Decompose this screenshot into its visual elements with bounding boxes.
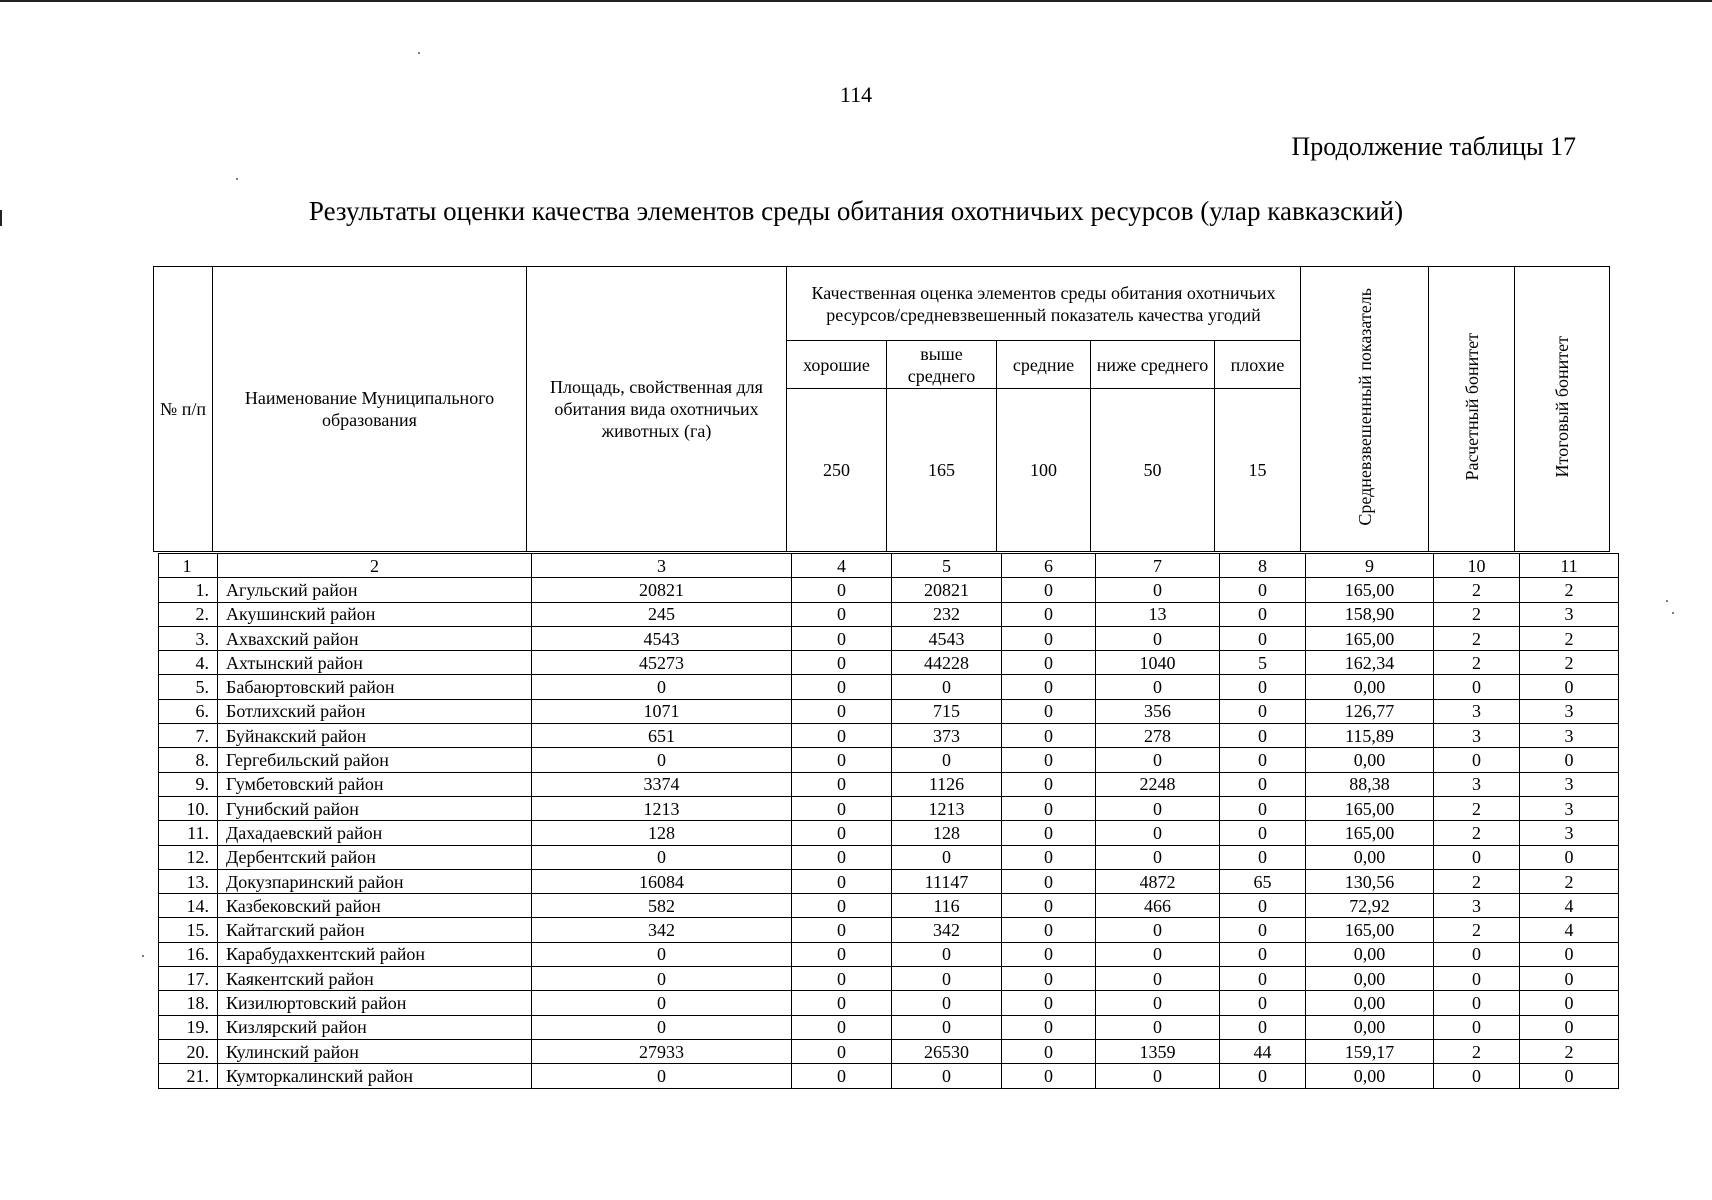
row-average: 0 [1002, 626, 1096, 650]
column-numbers-row [159, 554, 1619, 578]
row-good: 0 [792, 602, 892, 626]
row-average: 0 [1002, 1039, 1096, 1063]
row-area: 20821 [532, 578, 792, 602]
row-area: 0 [532, 967, 792, 991]
table-row [159, 942, 1619, 966]
row-number: 11. [159, 821, 218, 845]
column-number: 9 [1306, 554, 1434, 578]
row-average: 0 [1002, 821, 1096, 845]
header-category: плохие [1215, 341, 1301, 389]
row-weighted: 165,00 [1306, 918, 1434, 942]
column-number: 8 [1220, 554, 1306, 578]
row-name: Акушинский район [218, 602, 532, 626]
row-name: Дахадаевский район [218, 821, 532, 845]
row-weighted: 115,89 [1306, 724, 1434, 748]
row-number: 18. [159, 991, 218, 1015]
row-below-avg: 466 [1096, 894, 1220, 918]
row-area: 16084 [532, 869, 792, 893]
row-good: 0 [792, 918, 892, 942]
row-calc-bonitet: 2 [1434, 651, 1520, 675]
scan-speck [1666, 600, 1668, 602]
column-number: 2 [218, 554, 532, 578]
row-calc-bonitet: 2 [1434, 869, 1520, 893]
table-row [159, 991, 1619, 1015]
row-below-avg: 0 [1096, 991, 1220, 1015]
row-average: 0 [1002, 724, 1096, 748]
row-number: 7. [159, 724, 218, 748]
row-below-avg: 0 [1096, 1015, 1220, 1039]
row-poor: 0 [1220, 675, 1306, 699]
row-weighted: 159,17 [1306, 1039, 1434, 1063]
row-calc-bonitet: 0 [1434, 845, 1520, 869]
row-below-avg: 0 [1096, 942, 1220, 966]
row-above-avg: 26530 [892, 1039, 1002, 1063]
row-final-bonitet: 0 [1520, 991, 1619, 1015]
row-below-avg: 0 [1096, 675, 1220, 699]
row-below-avg: 0 [1096, 626, 1220, 650]
row-good: 0 [792, 967, 892, 991]
row-weighted: 130,56 [1306, 869, 1434, 893]
scan-speck [418, 52, 420, 54]
row-calc-bonitet: 3 [1434, 724, 1520, 748]
row-area: 0 [532, 675, 792, 699]
row-average: 0 [1002, 578, 1096, 602]
column-number: 1 [159, 554, 218, 578]
row-name: Бабаюртовский район [218, 675, 532, 699]
row-area: 0 [532, 845, 792, 869]
row-average: 0 [1002, 748, 1096, 772]
row-area: 651 [532, 724, 792, 748]
row-number: 14. [159, 894, 218, 918]
row-good: 0 [792, 991, 892, 1015]
row-final-bonitet: 0 [1520, 1064, 1619, 1088]
row-average: 0 [1002, 869, 1096, 893]
row-good: 0 [792, 1064, 892, 1088]
row-below-avg: 4872 [1096, 869, 1220, 893]
row-poor: 44 [1220, 1039, 1306, 1063]
row-number: 1. [159, 578, 218, 602]
row-average: 0 [1002, 675, 1096, 699]
row-average: 0 [1002, 651, 1096, 675]
table-row [159, 1015, 1619, 1039]
row-area: 0 [532, 748, 792, 772]
row-above-avg: 4543 [892, 626, 1002, 650]
row-good: 0 [792, 699, 892, 723]
row-good: 0 [792, 821, 892, 845]
row-final-bonitet: 4 [1520, 918, 1619, 942]
row-above-avg: 0 [892, 1064, 1002, 1088]
row-above-avg: 11147 [892, 869, 1002, 893]
row-final-bonitet: 3 [1520, 724, 1619, 748]
row-name: Кумторкалинский район [218, 1064, 532, 1088]
row-average: 0 [1002, 772, 1096, 796]
row-final-bonitet: 2 [1520, 651, 1619, 675]
table-row [159, 651, 1619, 675]
row-calc-bonitet: 2 [1434, 626, 1520, 650]
table-row [159, 772, 1619, 796]
scan-speck [142, 955, 144, 957]
table-row [159, 918, 1619, 942]
row-weighted: 88,38 [1306, 772, 1434, 796]
row-average: 0 [1002, 1015, 1096, 1039]
row-area: 342 [532, 918, 792, 942]
row-area: 582 [532, 894, 792, 918]
row-below-avg: 0 [1096, 578, 1220, 602]
column-number: 5 [892, 554, 1002, 578]
document-title: Результаты оценки качества элементов среды обитания охотничьих ресурсов (улар кавказский) [308, 196, 1404, 226]
row-number: 6. [159, 699, 218, 723]
table-row [159, 724, 1619, 748]
row-number: 16. [159, 942, 218, 966]
row-name: Гумбетовский район [218, 772, 532, 796]
row-average: 0 [1002, 967, 1096, 991]
row-area: 4543 [532, 626, 792, 650]
row-calc-bonitet: 0 [1434, 991, 1520, 1015]
page-number: 114 [839, 82, 873, 107]
row-average: 0 [1002, 942, 1096, 966]
row-weighted: 72,92 [1306, 894, 1434, 918]
row-poor: 0 [1220, 772, 1306, 796]
row-calc-bonitet: 0 [1434, 1015, 1520, 1039]
row-average: 0 [1002, 845, 1096, 869]
column-number: 7 [1096, 554, 1220, 578]
row-above-avg: 0 [892, 942, 1002, 966]
row-weighted: 0,00 [1306, 991, 1434, 1015]
row-good: 0 [792, 845, 892, 869]
row-final-bonitet: 0 [1520, 675, 1619, 699]
row-calc-bonitet: 3 [1434, 699, 1520, 723]
row-weighted: 0,00 [1306, 675, 1434, 699]
table-row [159, 845, 1619, 869]
row-weighted: 165,00 [1306, 578, 1434, 602]
row-calc-bonitet: 2 [1434, 1039, 1520, 1063]
row-above-avg: 128 [892, 821, 1002, 845]
header-final-bonitet-text: Итоговый бонитет [1552, 335, 1573, 478]
row-area: 1213 [532, 796, 792, 820]
column-number: 10 [1434, 554, 1520, 578]
row-good: 0 [792, 748, 892, 772]
row-poor: 5 [1220, 651, 1306, 675]
column-number: 6 [1002, 554, 1096, 578]
header-calc-bonitet-text: Расчетный бонитет [1461, 332, 1482, 481]
row-poor: 0 [1220, 821, 1306, 845]
row-name: Ахвахский район [218, 626, 532, 650]
column-number: 11 [1520, 554, 1619, 578]
row-poor: 0 [1220, 918, 1306, 942]
row-name: Буйнакский район [218, 724, 532, 748]
row-poor: 0 [1220, 991, 1306, 1015]
row-average: 0 [1002, 991, 1096, 1015]
row-poor: 0 [1220, 894, 1306, 918]
row-poor: 65 [1220, 869, 1306, 893]
row-calc-bonitet: 0 [1434, 748, 1520, 772]
row-above-avg: 232 [892, 602, 1002, 626]
row-weighted: 165,00 [1306, 796, 1434, 820]
row-calc-bonitet: 0 [1434, 1064, 1520, 1088]
table-row [159, 626, 1619, 650]
row-final-bonitet: 4 [1520, 894, 1619, 918]
row-final-bonitet: 2 [1520, 869, 1619, 893]
table-row [159, 602, 1619, 626]
row-number: 13. [159, 869, 218, 893]
header-category: ниже среднего [1091, 341, 1215, 389]
row-below-avg: 356 [1096, 699, 1220, 723]
header-weight: 50 [1091, 389, 1215, 552]
row-below-avg: 0 [1096, 748, 1220, 772]
row-weighted: 0,00 [1306, 942, 1434, 966]
row-area: 0 [532, 1015, 792, 1039]
header-category: средние [997, 341, 1091, 389]
table-row [159, 894, 1619, 918]
table-row [159, 578, 1619, 602]
table-row [159, 869, 1619, 893]
row-good: 0 [792, 1015, 892, 1039]
row-number: 9. [159, 772, 218, 796]
row-poor: 0 [1220, 602, 1306, 626]
row-number: 17. [159, 967, 218, 991]
header-area: Площадь, свойственная для обитания вида охотничьих животных (га) [527, 267, 787, 552]
row-name: Агульский район [218, 578, 532, 602]
row-good: 0 [792, 796, 892, 820]
row-final-bonitet: 3 [1520, 699, 1619, 723]
row-calc-bonitet: 3 [1434, 894, 1520, 918]
row-weighted: 0,00 [1306, 748, 1434, 772]
header-category: выше среднего [887, 341, 997, 389]
row-name: Дербентский район [218, 845, 532, 869]
row-poor: 0 [1220, 748, 1306, 772]
scan-speck [1672, 612, 1674, 614]
row-final-bonitet: 3 [1520, 796, 1619, 820]
row-name: Ахтынский район [218, 651, 532, 675]
row-poor: 0 [1220, 845, 1306, 869]
row-area: 0 [532, 1064, 792, 1088]
row-final-bonitet: 0 [1520, 1015, 1619, 1039]
row-average: 0 [1002, 796, 1096, 820]
header-weight: 250 [787, 389, 887, 552]
row-final-bonitet: 2 [1520, 1039, 1619, 1063]
table-row [159, 1039, 1619, 1063]
row-name: Гергебильский район [218, 748, 532, 772]
row-final-bonitet: 0 [1520, 942, 1619, 966]
row-above-avg: 20821 [892, 578, 1002, 602]
row-name: Ботлихский район [218, 699, 532, 723]
row-final-bonitet: 3 [1520, 772, 1619, 796]
row-below-avg: 0 [1096, 967, 1220, 991]
row-calc-bonitet: 2 [1434, 578, 1520, 602]
header-calc-bonitet [1429, 267, 1515, 552]
header-category: хорошие [787, 341, 887, 389]
row-calc-bonitet: 0 [1434, 967, 1520, 991]
row-below-avg: 13 [1096, 602, 1220, 626]
row-area: 245 [532, 602, 792, 626]
row-area: 0 [532, 942, 792, 966]
row-calc-bonitet: 0 [1434, 675, 1520, 699]
row-average: 0 [1002, 894, 1096, 918]
row-good: 0 [792, 626, 892, 650]
row-good: 0 [792, 1039, 892, 1063]
row-area: 27933 [532, 1039, 792, 1063]
row-number: 2. [159, 602, 218, 626]
row-area: 1071 [532, 699, 792, 723]
row-above-avg: 0 [892, 675, 1002, 699]
row-number: 15. [159, 918, 218, 942]
row-calc-bonitet: 0 [1434, 942, 1520, 966]
row-calc-bonitet: 3 [1434, 772, 1520, 796]
row-weighted: 162,34 [1306, 651, 1434, 675]
row-weighted: 126,77 [1306, 699, 1434, 723]
table-continuation-label: Продолжение таблицы 17 [1291, 132, 1576, 161]
row-above-avg: 1126 [892, 772, 1002, 796]
row-below-avg: 0 [1096, 845, 1220, 869]
row-good: 0 [792, 724, 892, 748]
row-number: 21. [159, 1064, 218, 1088]
row-poor: 0 [1220, 1015, 1306, 1039]
row-number: 4. [159, 651, 218, 675]
row-above-avg: 373 [892, 724, 1002, 748]
table-row [159, 748, 1619, 772]
row-name: Гунибский район [218, 796, 532, 820]
header-name: Наименование Муниципального образования [213, 267, 527, 552]
row-poor: 0 [1220, 626, 1306, 650]
row-number: 5. [159, 675, 218, 699]
row-final-bonitet: 2 [1520, 578, 1619, 602]
row-weighted: 0,00 [1306, 1015, 1434, 1039]
row-weighted: 165,00 [1306, 821, 1434, 845]
column-number: 3 [532, 554, 792, 578]
row-average: 0 [1002, 602, 1096, 626]
row-name: Кизлярский район [218, 1015, 532, 1039]
row-calc-bonitet: 2 [1434, 796, 1520, 820]
header-quality-group: Качественная оценка элементов среды обитания охотничьих ресурсов/средневзвешенный показатель качества угодий [787, 267, 1301, 341]
column-number: 4 [792, 554, 892, 578]
row-average: 0 [1002, 699, 1096, 723]
row-good: 0 [792, 869, 892, 893]
row-area: 0 [532, 991, 792, 1015]
table-row [159, 1064, 1619, 1088]
row-above-avg: 342 [892, 918, 1002, 942]
table-header [153, 266, 1610, 552]
row-weighted: 0,00 [1306, 845, 1434, 869]
row-name: Казбековский район [218, 894, 532, 918]
row-weighted: 165,00 [1306, 626, 1434, 650]
row-number: 10. [159, 796, 218, 820]
row-below-avg: 2248 [1096, 772, 1220, 796]
row-area: 3374 [532, 772, 792, 796]
row-above-avg: 0 [892, 967, 1002, 991]
row-number: 19. [159, 1015, 218, 1039]
row-below-avg: 1040 [1096, 651, 1220, 675]
row-name: Каякентский район [218, 967, 532, 991]
row-final-bonitet: 0 [1520, 748, 1619, 772]
row-calc-bonitet: 2 [1434, 602, 1520, 626]
row-above-avg: 116 [892, 894, 1002, 918]
row-poor: 0 [1220, 699, 1306, 723]
row-number: 12. [159, 845, 218, 869]
row-number: 3. [159, 626, 218, 650]
row-good: 0 [792, 578, 892, 602]
row-below-avg: 0 [1096, 821, 1220, 845]
row-final-bonitet: 0 [1520, 967, 1619, 991]
row-average: 0 [1002, 1064, 1096, 1088]
row-average: 0 [1002, 918, 1096, 942]
row-weighted: 0,00 [1306, 1064, 1434, 1088]
row-poor: 0 [1220, 1064, 1306, 1088]
row-poor: 0 [1220, 967, 1306, 991]
row-name: Кизилюртовский район [218, 991, 532, 1015]
row-below-avg: 1359 [1096, 1039, 1220, 1063]
row-poor: 0 [1220, 796, 1306, 820]
row-above-avg: 0 [892, 748, 1002, 772]
row-number: 8. [159, 748, 218, 772]
scan-speck [236, 178, 238, 180]
row-above-avg: 1213 [892, 796, 1002, 820]
row-number: 20. [159, 1039, 218, 1063]
row-good: 0 [792, 675, 892, 699]
header-weighted [1301, 267, 1429, 552]
row-area: 45273 [532, 651, 792, 675]
row-poor: 0 [1220, 942, 1306, 966]
row-good: 0 [792, 942, 892, 966]
row-name: Докузпаринский район [218, 869, 532, 893]
table-row [159, 967, 1619, 991]
row-below-avg: 0 [1096, 918, 1220, 942]
row-weighted: 0,00 [1306, 967, 1434, 991]
row-name: Карабудахкентский район [218, 942, 532, 966]
row-below-avg: 0 [1096, 1064, 1220, 1088]
row-below-avg: 278 [1096, 724, 1220, 748]
header-weighted-text: Средневзвешенный показатель [1354, 287, 1375, 526]
row-below-avg: 0 [1096, 796, 1220, 820]
row-above-avg: 715 [892, 699, 1002, 723]
row-weighted: 158,90 [1306, 602, 1434, 626]
row-final-bonitet: 2 [1520, 626, 1619, 650]
header-weight: 165 [887, 389, 997, 552]
row-poor: 0 [1220, 578, 1306, 602]
row-name: Кулинский район [218, 1039, 532, 1063]
row-area: 128 [532, 821, 792, 845]
table-row [159, 796, 1619, 820]
row-good: 0 [792, 772, 892, 796]
header-weight: 15 [1215, 389, 1301, 552]
row-above-avg: 0 [892, 845, 1002, 869]
row-final-bonitet: 3 [1520, 821, 1619, 845]
row-final-bonitet: 3 [1520, 602, 1619, 626]
data-table [158, 553, 1619, 1089]
row-calc-bonitet: 2 [1434, 918, 1520, 942]
row-good: 0 [792, 894, 892, 918]
header-num: № п/п [154, 267, 213, 552]
row-name: Кайтагский район [218, 918, 532, 942]
row-good: 0 [792, 651, 892, 675]
row-above-avg: 0 [892, 991, 1002, 1015]
row-final-bonitet: 0 [1520, 845, 1619, 869]
table-row [159, 821, 1619, 845]
row-above-avg: 44228 [892, 651, 1002, 675]
table-row [159, 699, 1619, 723]
table-row [159, 675, 1619, 699]
header-weight: 100 [997, 389, 1091, 552]
row-calc-bonitet: 2 [1434, 821, 1520, 845]
row-poor: 0 [1220, 724, 1306, 748]
header-final-bonitet [1515, 267, 1610, 552]
scan-edge-line [0, 0, 1712, 2]
row-above-avg: 0 [892, 1015, 1002, 1039]
